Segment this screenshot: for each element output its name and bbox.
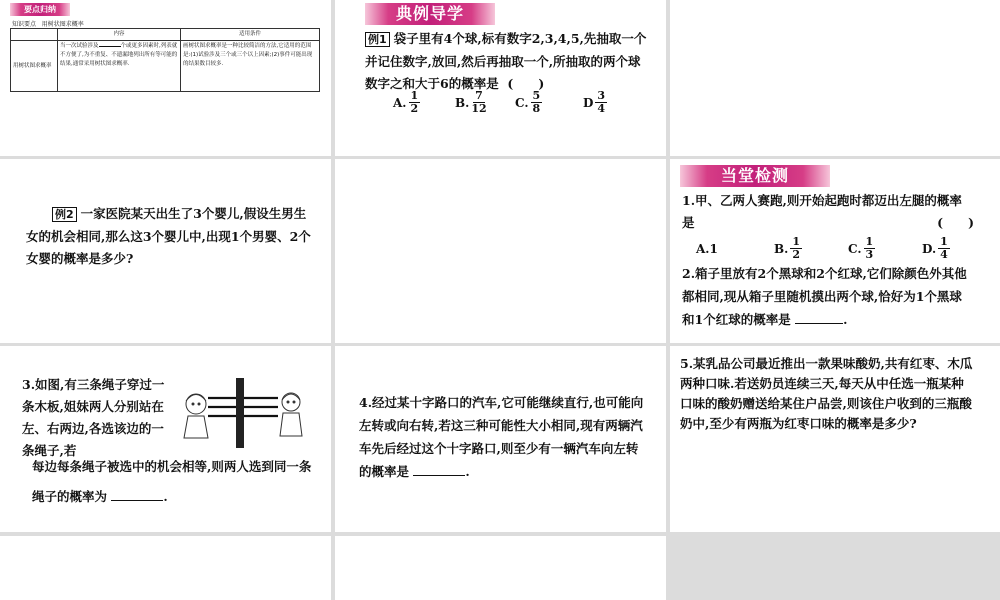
slide-question-4[interactable] [335, 346, 666, 532]
option-c[interactable] [848, 236, 922, 261]
fraction-den: 2 [410, 102, 419, 115]
left-sister-icon [184, 394, 208, 438]
option-a[interactable] [393, 90, 455, 115]
option-label: C. [515, 95, 529, 110]
key-points-table [10, 28, 320, 92]
example-1-paren: ( ) [507, 76, 545, 91]
slide-key-points[interactable] [0, 0, 331, 156]
question-4-answer-blank[interactable] [413, 475, 465, 476]
question-1 [682, 190, 974, 234]
option-label: A.1 [696, 241, 718, 256]
col-condition: 适用条件 [181, 29, 320, 41]
content-post: 个或更多因素时,列表就不方便了,为不重复、不遗漏地列出所有等可能的结果,通常采用树状图求概率. [60, 43, 178, 67]
question-2-text: 2.箱子里放有2个黑球和2个红球,它们除颜色外其他都相同,现从箱子里随机摸出两个球,恰好为1个黑球和1个红球的概率是 [682, 266, 967, 327]
right-sister-icon [280, 393, 302, 436]
option-fraction [471, 90, 486, 115]
option-fraction [409, 90, 421, 115]
option-label: C. [848, 241, 862, 256]
option-label: D [583, 95, 594, 110]
question-3-text-a: 3.如图,有三条绳子穿过一条木板,姐妹两人分别站在左、右两边,各选该边的一条绳子,若 [22, 377, 165, 458]
row-label: 用树状图求概率 [11, 41, 58, 92]
question-1-paren: ( ) [937, 215, 974, 230]
option-b[interactable] [774, 236, 848, 261]
option-a[interactable] [696, 236, 774, 261]
key-points-banner: 要点归纳 [10, 3, 70, 16]
example-2-text: 一家医院某天出生了3个婴儿,假设生男生女的机会相同,那么这3个婴儿中,出现1个男婴、2个女婴的概率是多少? [26, 206, 311, 266]
fraction-num: 1 [410, 89, 419, 102]
question-2-end: . [843, 312, 848, 327]
example-1-options [393, 90, 653, 115]
content-blank[interactable] [99, 46, 121, 47]
fraction-den: 4 [940, 248, 948, 261]
question-4-text: 4.经过某十字路口的汽车,它可能继续直行,也可能向左转或向右转,若这三种可能性大小相同,现有两辆汽车先后经过这个十字路口,则至少有一辆汽车向左转的概率是 [359, 395, 644, 479]
option-label: B. [455, 95, 470, 110]
slide-example-1[interactable] [335, 0, 666, 156]
fraction-den: 3 [865, 248, 874, 261]
option-fraction [864, 236, 876, 261]
option-label: A. [393, 95, 407, 110]
option-fraction [531, 90, 543, 115]
question-2 [682, 262, 974, 331]
fraction-num: 7 [475, 89, 483, 102]
wooden-board [236, 378, 244, 448]
slide-question-3[interactable] [0, 346, 331, 532]
content-cell [58, 41, 181, 92]
key-points-header [12, 19, 84, 28]
option-b[interactable] [455, 90, 515, 115]
fraction-num: 1 [940, 235, 948, 248]
question-3-part-b [32, 452, 312, 512]
example-2-question [26, 203, 312, 270]
slide-blank-2[interactable] [335, 159, 666, 343]
question-3-answer-blank[interactable] [111, 500, 163, 501]
example-1-text: 袋子里有4个球,标有数字2,3,4,5,先抽取一个并记住数字,放回,然后再抽取一个,所抽取的两个球数字之和大于6的概率是 [365, 31, 647, 91]
option-c[interactable] [515, 90, 583, 115]
slide-practice[interactable] [670, 159, 1000, 343]
question-3-part-a [22, 374, 172, 462]
option-fraction [938, 236, 950, 261]
question-4 [359, 391, 649, 483]
example-1-question [365, 28, 650, 95]
question-4-end: . [465, 464, 470, 479]
slide-example-2[interactable] [0, 159, 331, 343]
condition-cell: 画树状图求概率是一种比较简洁的方法,它适用的范围是:(1)试验涉及三个或三个以上因素;(2)事件可能出现的结果数目较多. [181, 41, 320, 92]
question-3-end: . [163, 489, 168, 504]
content-pre: 当一次试验涉及 [60, 43, 99, 49]
fraction-den: 4 [597, 102, 606, 115]
question-2-answer-blank[interactable] [795, 323, 843, 324]
fraction-num: 1 [865, 235, 874, 248]
fraction-den: 2 [792, 248, 800, 261]
example-banner: 典例导学 [365, 3, 495, 25]
header-title: 用树状图求概率 [41, 21, 84, 28]
option-d[interactable] [922, 236, 972, 261]
header-label: 知识要点 [12, 21, 37, 28]
fraction-num: 1 [792, 235, 800, 248]
fraction-num: 3 [597, 89, 606, 102]
slide-blank-3[interactable] [0, 536, 331, 600]
col-content: 内容 [58, 29, 181, 41]
example-1-tag: 例1 [365, 32, 390, 47]
practice-banner: 当堂检测 [680, 165, 830, 187]
table-corner [11, 29, 58, 41]
option-fraction [595, 90, 607, 115]
slide-question-5[interactable] [670, 346, 1000, 532]
fraction-den: 8 [532, 102, 541, 115]
question-1-options [696, 236, 976, 261]
slide-blank-1[interactable] [670, 0, 1000, 156]
fraction-den: 12 [471, 102, 487, 115]
question-3-text-b: 每边每条绳子被选中的机会相等,则两人选到同一条绳子的概率为 [32, 459, 312, 504]
option-fraction [790, 236, 802, 261]
question-5-text: 5.某乳品公司最近推出一款果味酸奶,共有红枣、木瓜两种口味.若送奶员连续三天,每天从中任选一瓶某种口味的酸奶赠送给某住户品尝,则该住户收到的三瓶酸奶中,至少有两瓶为红枣口味的概率是多少? [680, 356, 973, 431]
question-5 [680, 354, 975, 434]
slide-blank-4[interactable] [335, 536, 666, 600]
option-label: D. [922, 241, 937, 256]
example-2-tag: 例2 [52, 207, 77, 222]
option-label: B. [774, 241, 789, 256]
option-d[interactable] [583, 90, 643, 115]
fraction-num: 5 [532, 89, 541, 102]
question-1-text: 1.甲、乙两人赛跑,则开始起跑时都迈出左腿的概率是 [682, 193, 962, 230]
